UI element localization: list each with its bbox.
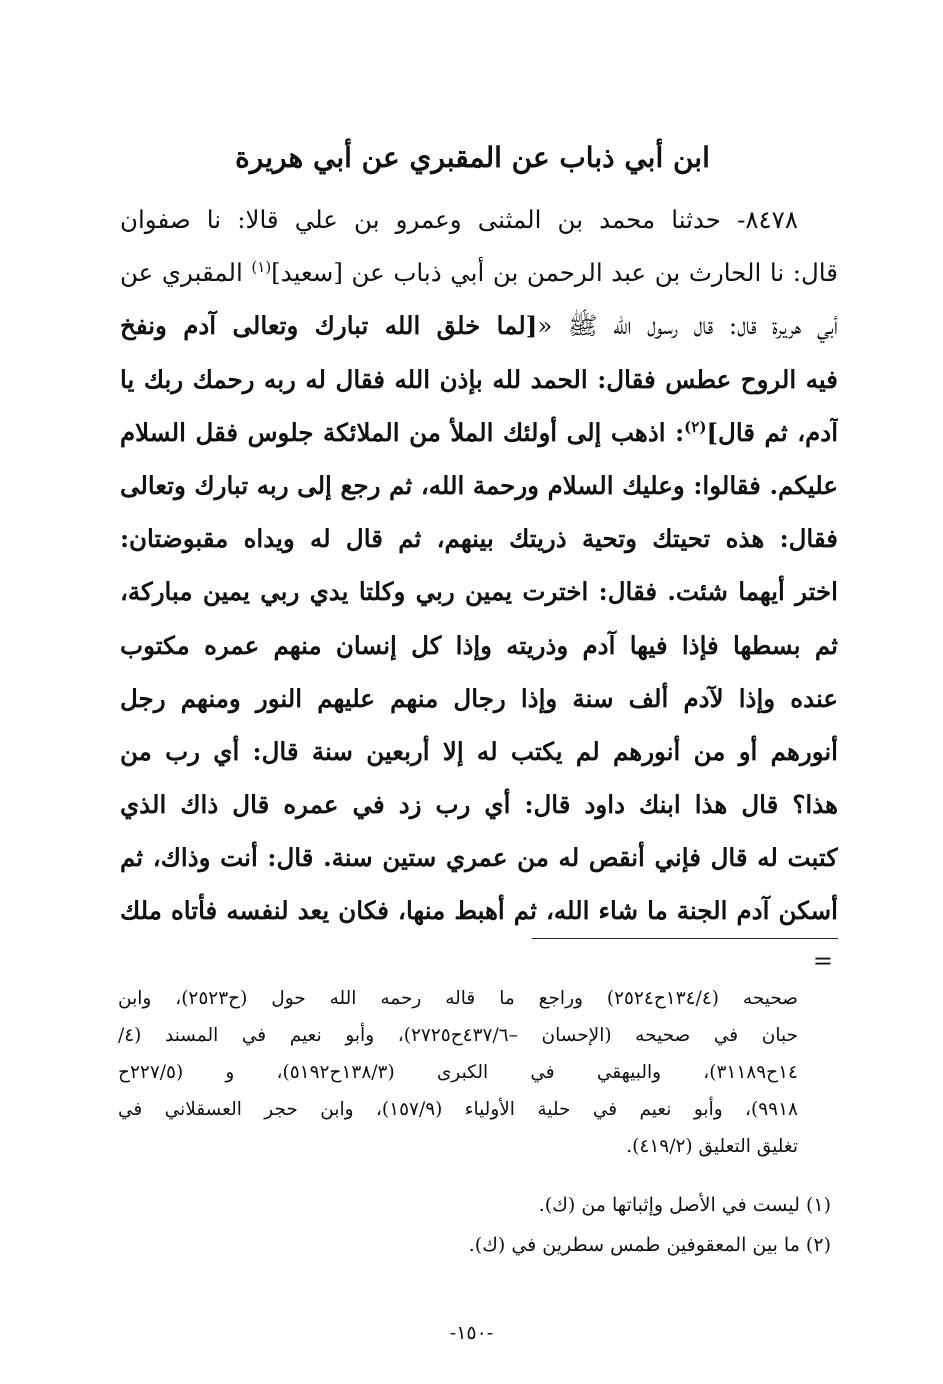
footnote-2: (٢) ما بين المعقوفين طمس سطرين في (ك). (468, 1234, 831, 1256)
note-line: صحيحه (١٣٤/٤ح٢٥٢٤) وراجع ما قاله رحمه الله حول (ح٢٥٢٣)، وابن (118, 988, 798, 1009)
continuation-mark: = (812, 947, 833, 975)
hadith-line: أنورهم أو من أنورهم لم يكتب له إلا أربعين سنة قال: أي رب من (120, 736, 838, 766)
hadith-line: عليكم. فقالوا: وعليك السلام ورحمة الله، ثم رجع إلى ربه تبارك وتعالى (120, 470, 838, 500)
hadith-line: كتبت له قال فإني أنقص له من عمري ستين سنة. قال: أنت وذاك، ثم (120, 843, 838, 873)
note-line: حبان في صحيحه (الإحسان –٤٣٧/٦ح٢٧٢٥)، وأبو نعيم في المسند (٤/ (118, 1025, 798, 1046)
hadith-line (120, 299, 838, 352)
note-line: ٩٩١٨)، وأبو نعيم في حلية الأولياء (١٥٧/٩)، وابن حجر العسقلاني في (118, 1099, 798, 1120)
hadith-number: ٨٤٧٨- (737, 205, 798, 234)
note-line: تغليق التعليق (٤١٩/٢). (626, 1136, 798, 1157)
section-heading: ابن أبي ذباب عن المقبري عن أبي هريرة (235, 141, 710, 174)
hadith-line (120, 406, 838, 459)
page-number: -١٥٠- (449, 1322, 494, 1344)
hadith-line (120, 193, 838, 246)
hadith-line-bold: [لما خلق الله تبارك وتعالى آدم ونفخ (120, 311, 538, 341)
hadith-line-plain: قال: نا الحارث بن عبد الرحمن بن أبي ذباب عن [سعيد] (271, 258, 838, 288)
hadith-line: أسكن آدم الجنة ما شاء الله، ثم أهبط منها، فكان يعد لنفسه فأتاه ملك (120, 896, 838, 926)
hadith-line-tail: : اذهب إلى أولئك الملأ من الملائكة جلوس فقل السلام (120, 417, 685, 447)
hadith-line: اختر أيهما شئت. فقال: اخترت يمين ربي وكلتا يدي ربي يمين مباركة، (120, 577, 838, 607)
footnote-continuation (118, 980, 798, 1165)
hadith-line-plain: حدثنا محمد بن المثنى وعمرو بن علي قالا: نا صفوان (120, 205, 738, 234)
hadith-line-bold: آدم، ثم قال] (706, 417, 838, 447)
hadith-line: فيه الروح عطس فقال: الحمد لله بإذن الله فقال له ربه رحمك ربك يا (120, 364, 838, 394)
note-line: ١٤ح٣١١٨٩)، والبيهقي في الكبرى (١٣٨/٣ح٥١٩٢)، و (٢٢٧/٥ح (118, 1062, 798, 1083)
hadith-line: فقال: هذه تحيتك وتحية ذريتك بينهم، ثم قال له ويداه مقبوضتان: (120, 524, 838, 554)
hadith-text (120, 193, 838, 938)
hadith-line: هذا؟ قال هذا ابنك داود قال: أي رب زد في عمره قال ذاك الذي (120, 790, 838, 820)
hadith-line-tail: المقبري عن (120, 258, 252, 288)
footnote-reference: (٢) (684, 417, 707, 436)
hadith-line: ثم بسطها فإذا فيها آدم وذريته وإذا كل إنسان منهم عمره مكتوب (120, 630, 838, 660)
footnote-reference: (١) (251, 258, 272, 277)
hadith-line-plain: أبي هريرة قال: قال رسول الله ﷺ « (537, 311, 838, 341)
hadith-line (120, 246, 838, 299)
footnote-divider (532, 938, 838, 939)
footnote-1: (١) ليست في الأصل وإثباتها من (ك). (538, 1194, 831, 1216)
hadith-line: عنده وإذا لآدم ألف سنة وإذا رجال منهم عليهم النور ومنهم رجل (120, 683, 838, 713)
